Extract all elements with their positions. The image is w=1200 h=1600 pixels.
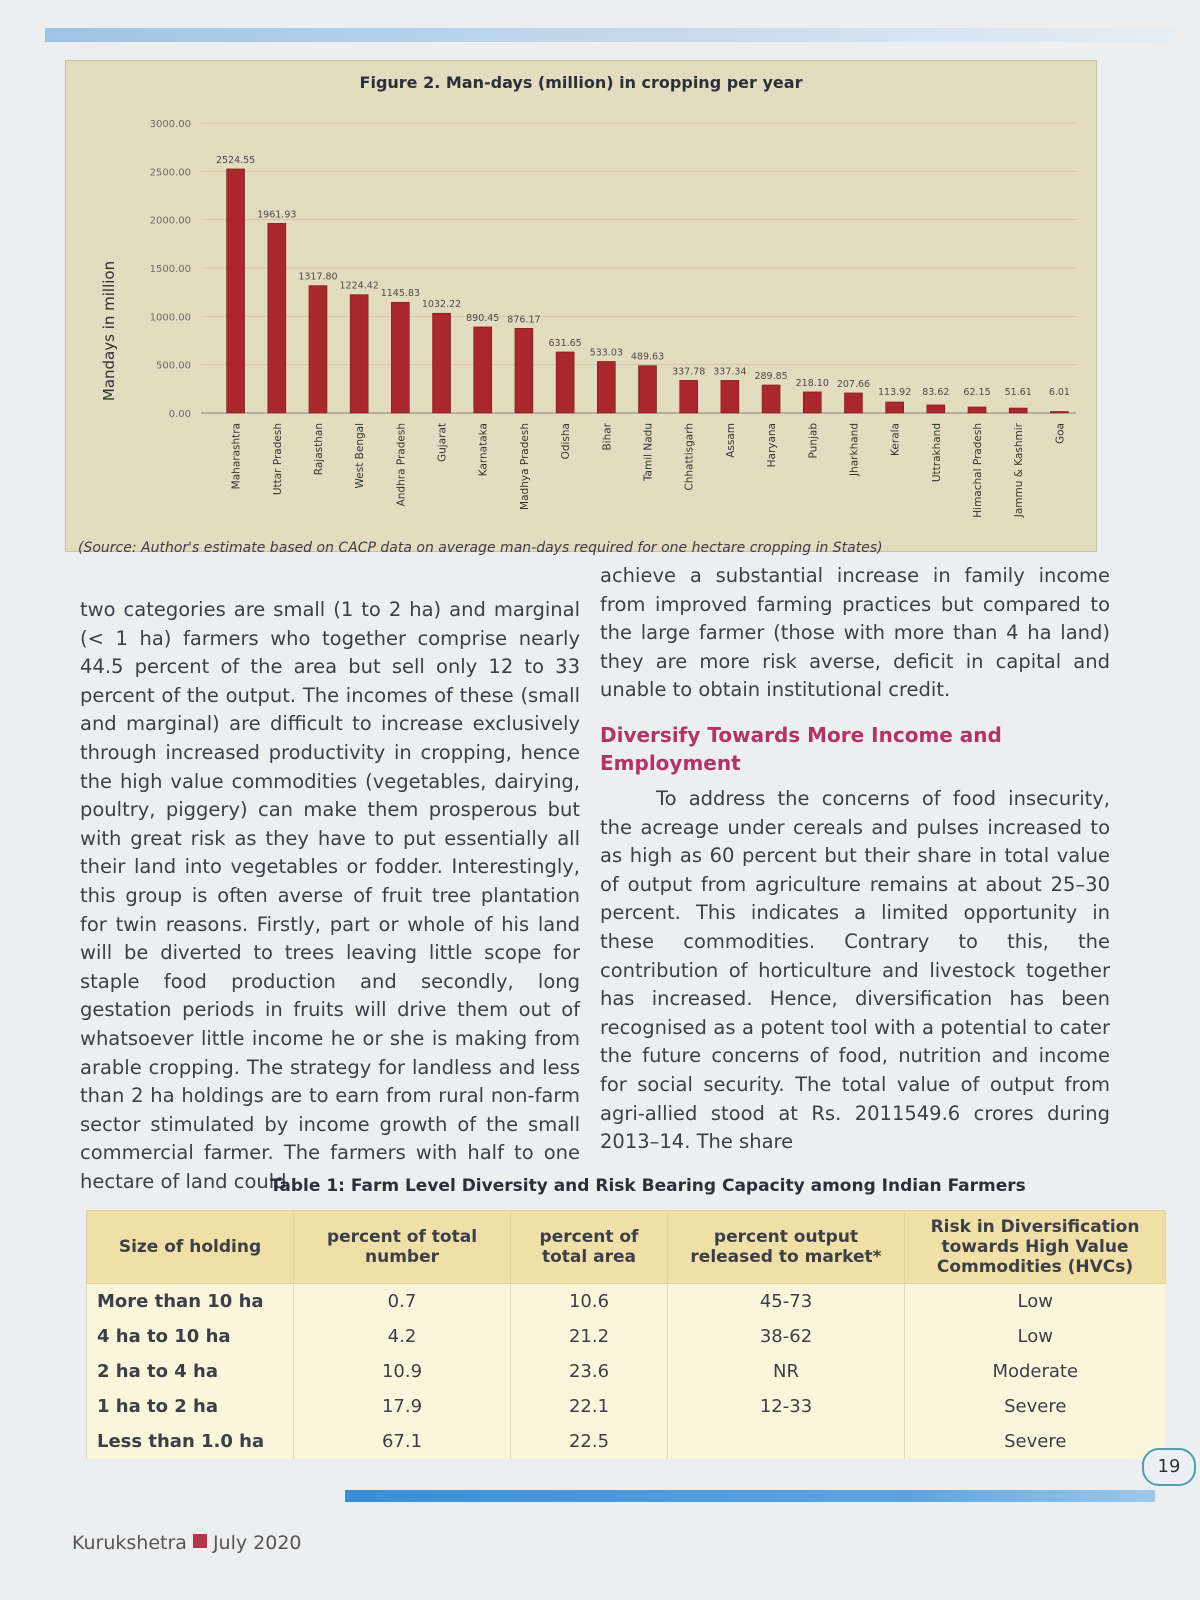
magazine-name: Kurukshetra <box>72 1532 187 1554</box>
table-row <box>87 1284 1166 1320</box>
chart-bar <box>844 393 862 413</box>
chart-y-tick-label: 500.00 <box>156 360 191 372</box>
chart-data-label: 890.45 <box>466 312 500 324</box>
figure-chart-panel <box>65 60 1097 552</box>
chart-x-tick-label: West Bengal <box>354 423 367 489</box>
chart-bar <box>268 223 286 413</box>
chart-data-label: 337.34 <box>713 366 747 378</box>
chart-bar <box>391 302 409 413</box>
figure-source-note: (Source: Author's estimate based on CACP data on average man-days required for one hectare cropping in States) <box>78 540 883 556</box>
table-header-cell: percent of total number <box>294 1211 511 1284</box>
table-cell: 10.9 <box>294 1354 511 1389</box>
right-paragraph-2: To address the concerns of food insecurity, the acreage under cereals and pulses increased to as high as 60 percent but their share in total value of output from agriculture remains at about 25–30 percent. This indicates a limited opportunity in these commodities. Contrary to this, the contribution of horticulture and livestock together has increased. Hence, diversification has been recognised as a potent tool with a potential to cater the future concerns of food, nutrition and income for social security. The total value of output from agri-allied stood at Rs. 2011549.6 crores during 2013–14. The share <box>600 786 1110 1154</box>
chart-bar <box>1009 408 1027 413</box>
chart-data-label: 631.65 <box>548 337 582 349</box>
table-cell: 10.6 <box>511 1284 668 1320</box>
table-cell: Severe <box>905 1424 1166 1459</box>
chart-data-label: 337.78 <box>672 366 706 378</box>
table-cell: 38-62 <box>668 1319 905 1354</box>
chart-data-label: 113.92 <box>878 387 912 398</box>
table-cell: 67.1 <box>294 1424 511 1459</box>
chart-data-label: 207.66 <box>836 378 871 390</box>
chart-x-tick-label: Chhattisgarh <box>683 423 696 491</box>
chart-data-label: 489.63 <box>630 351 665 363</box>
chart-bar <box>762 385 780 413</box>
chart-data-label: 1145.83 <box>380 288 421 300</box>
chart-bar <box>680 380 698 413</box>
figure-title: Figure 2. Man-days (million) in cropping per year <box>359 73 803 92</box>
chart-bar <box>968 407 986 413</box>
chart-y-axis-label: Mandays in million <box>100 260 118 402</box>
chart-data-label: 289.85 <box>754 370 788 382</box>
table-header-cell: Risk in Diversification towards High Value Commodities (HVCs) <box>905 1211 1166 1284</box>
chart-data-label: 876.17 <box>507 314 541 326</box>
chart-x-tick-label: Gujarat <box>436 423 449 463</box>
chart-x-tick-label: Haryana <box>766 423 779 468</box>
table-header-row <box>87 1211 1166 1284</box>
chart-x-tick-label: Jammu & Kashmir <box>1013 423 1026 518</box>
table-cell: NR <box>668 1354 905 1389</box>
table-cell: 12-33 <box>668 1389 905 1424</box>
table-cell: Low <box>905 1284 1166 1320</box>
table-header-cell: percent of total area <box>511 1211 668 1284</box>
chart-y-tick-label: 1000.00 <box>149 312 191 324</box>
section-heading: Diversify Towards More Income and Employment <box>600 722 1002 775</box>
table-cell: 2 ha to 4 ha <box>87 1354 294 1389</box>
footer-square-icon <box>193 1534 207 1548</box>
chart-x-tick-label: Karnataka <box>477 423 490 477</box>
table-cell: 45-73 <box>668 1284 905 1320</box>
chart-y-tick-label: 2500.00 <box>149 167 191 179</box>
chart-x-tick-label: Jharkhand <box>848 423 861 476</box>
table-row <box>87 1354 1166 1389</box>
chart-bar <box>350 295 368 413</box>
chart-x-tick-label: Goa <box>1054 423 1067 444</box>
farm-diversity-table <box>86 1210 1166 1459</box>
chart-data-label: 83.62 <box>922 387 950 398</box>
table-cell: 22.5 <box>511 1424 668 1459</box>
table-row <box>87 1319 1166 1354</box>
chart-data-label: 1317.80 <box>298 271 338 283</box>
chart-data-label: 51.61 <box>1004 387 1032 398</box>
table-cell: Severe <box>905 1389 1166 1424</box>
chart-bar <box>227 169 245 413</box>
footer <box>72 1532 302 1554</box>
chart-data-label: 1032.22 <box>421 299 462 311</box>
chart-data-label: 6.01 <box>1048 387 1070 398</box>
bar-chart <box>66 61 1096 551</box>
top-decorative-band <box>45 28 1175 42</box>
chart-bar <box>803 392 821 413</box>
chart-x-tick-label: Himachal Pradesh <box>972 423 985 518</box>
table-cell: 23.6 <box>511 1354 668 1389</box>
article-left-column <box>80 596 580 1196</box>
chart-y-tick-label: 0.00 <box>168 409 191 420</box>
right-paragraph-1: achieve a substantial increase in family income from improved farming practices but compared to the large farmer (those with more than 4 ha land) they are more risk averse, deficit in capital and unable to obtain institutional credit. <box>600 564 1110 702</box>
chart-bar <box>309 286 327 413</box>
left-paragraph: two categories are small (1 to 2 ha) and marginal (< 1 ha) farmers who together comprise nearly 44.5 percent of the area but sell only 12 to 33 percent of the output. The incomes of these (small and marginal) are difficult to increase exclusively through increased productivity in cropping, hence the high value commodities (vegetables, dairying, poultry, piggery) can make them prosperous but with great risk as they have to put essentially all their land into vegetables or fodder. Interestingly, this group is often averse of fruit tree plantation for twin reasons. Firstly, part or whole of his land will be diverted to trees leaving little scope for staple food production and secondly, long gestation periods in fruits will drive them out of whatsoever little income he or she is making from arable cropping. The strategy for landless and less than 2 ha holdings are to earn from rural non-farm sector stimulated by income growth of the small commercial farmer. The farmers with half to one hectare of land could <box>80 598 580 1193</box>
chart-x-tick-label: Andhra Pradesh <box>395 423 408 507</box>
table-header-cell: percent output released to market* <box>668 1211 905 1284</box>
table-cell: 4.2 <box>294 1319 511 1354</box>
chart-x-tick-label: Odisha <box>560 423 573 460</box>
chart-x-tick-label: Uttar Pradesh <box>271 423 284 496</box>
table-row <box>87 1389 1166 1424</box>
chart-x-tick-label: Tamil Nadu <box>642 423 655 482</box>
chart-y-tick-label: 2000.00 <box>149 215 191 227</box>
table-cell: Less than 1.0 ha <box>87 1424 294 1459</box>
page-number: 19 <box>1142 1448 1196 1486</box>
chart-data-label: 1961.93 <box>257 209 297 221</box>
table-cell <box>668 1424 905 1459</box>
chart-bar <box>886 402 904 413</box>
chart-y-tick-label: 3000.00 <box>149 119 191 130</box>
table-cell: 17.9 <box>294 1389 511 1424</box>
chart-x-tick-label: Uttrakhand <box>930 423 943 483</box>
table-cell: 22.1 <box>511 1389 668 1424</box>
chart-bar <box>433 313 451 413</box>
table-cell: Low <box>905 1319 1166 1354</box>
chart-x-tick-label: Bihar <box>601 423 614 451</box>
chart-data-label: 62.15 <box>963 387 991 398</box>
chart-bar <box>474 327 492 413</box>
chart-x-tick-label: Rajasthan <box>312 423 325 476</box>
chart-x-tick-label: Assam <box>724 423 737 458</box>
bottom-decorative-band <box>345 1490 1155 1502</box>
chart-bar <box>639 366 657 413</box>
chart-bar <box>556 352 574 413</box>
article-right-column <box>600 562 1110 1157</box>
chart-bar <box>1050 412 1068 414</box>
chart-x-tick-label: Maharashtra <box>230 423 243 490</box>
chart-x-tick-label: Punjab <box>807 423 820 459</box>
chart-bar <box>927 405 945 413</box>
chart-data-label: 218.10 <box>795 377 829 389</box>
table-cell: 0.7 <box>294 1284 511 1320</box>
chart-bar <box>721 380 739 413</box>
table-row <box>87 1424 1166 1459</box>
chart-x-tick-label: Kerala <box>889 423 902 456</box>
table-cell: 21.2 <box>511 1319 668 1354</box>
table-cell: More than 10 ha <box>87 1284 294 1320</box>
chart-data-label: 533.03 <box>589 347 623 359</box>
table-cell: 4 ha to 10 ha <box>87 1319 294 1354</box>
table-title: Table 1: Farm Level Diversity and Risk Bearing Capacity among Indian Farmers <box>270 1176 1026 1196</box>
chart-data-label: 2524.55 <box>215 154 256 166</box>
chart-y-tick-label: 1500.00 <box>149 264 191 275</box>
chart-bar <box>597 361 615 413</box>
table-header-cell: Size of holding <box>87 1211 294 1284</box>
chart-x-tick-label: Madhya Pradesh <box>518 423 531 510</box>
issue-date: July 2020 <box>212 1532 302 1554</box>
chart-data-label: 1224.42 <box>339 280 379 292</box>
table-cell: Moderate <box>905 1354 1166 1389</box>
chart-bar <box>515 328 533 413</box>
table-cell: 1 ha to 2 ha <box>87 1389 294 1424</box>
